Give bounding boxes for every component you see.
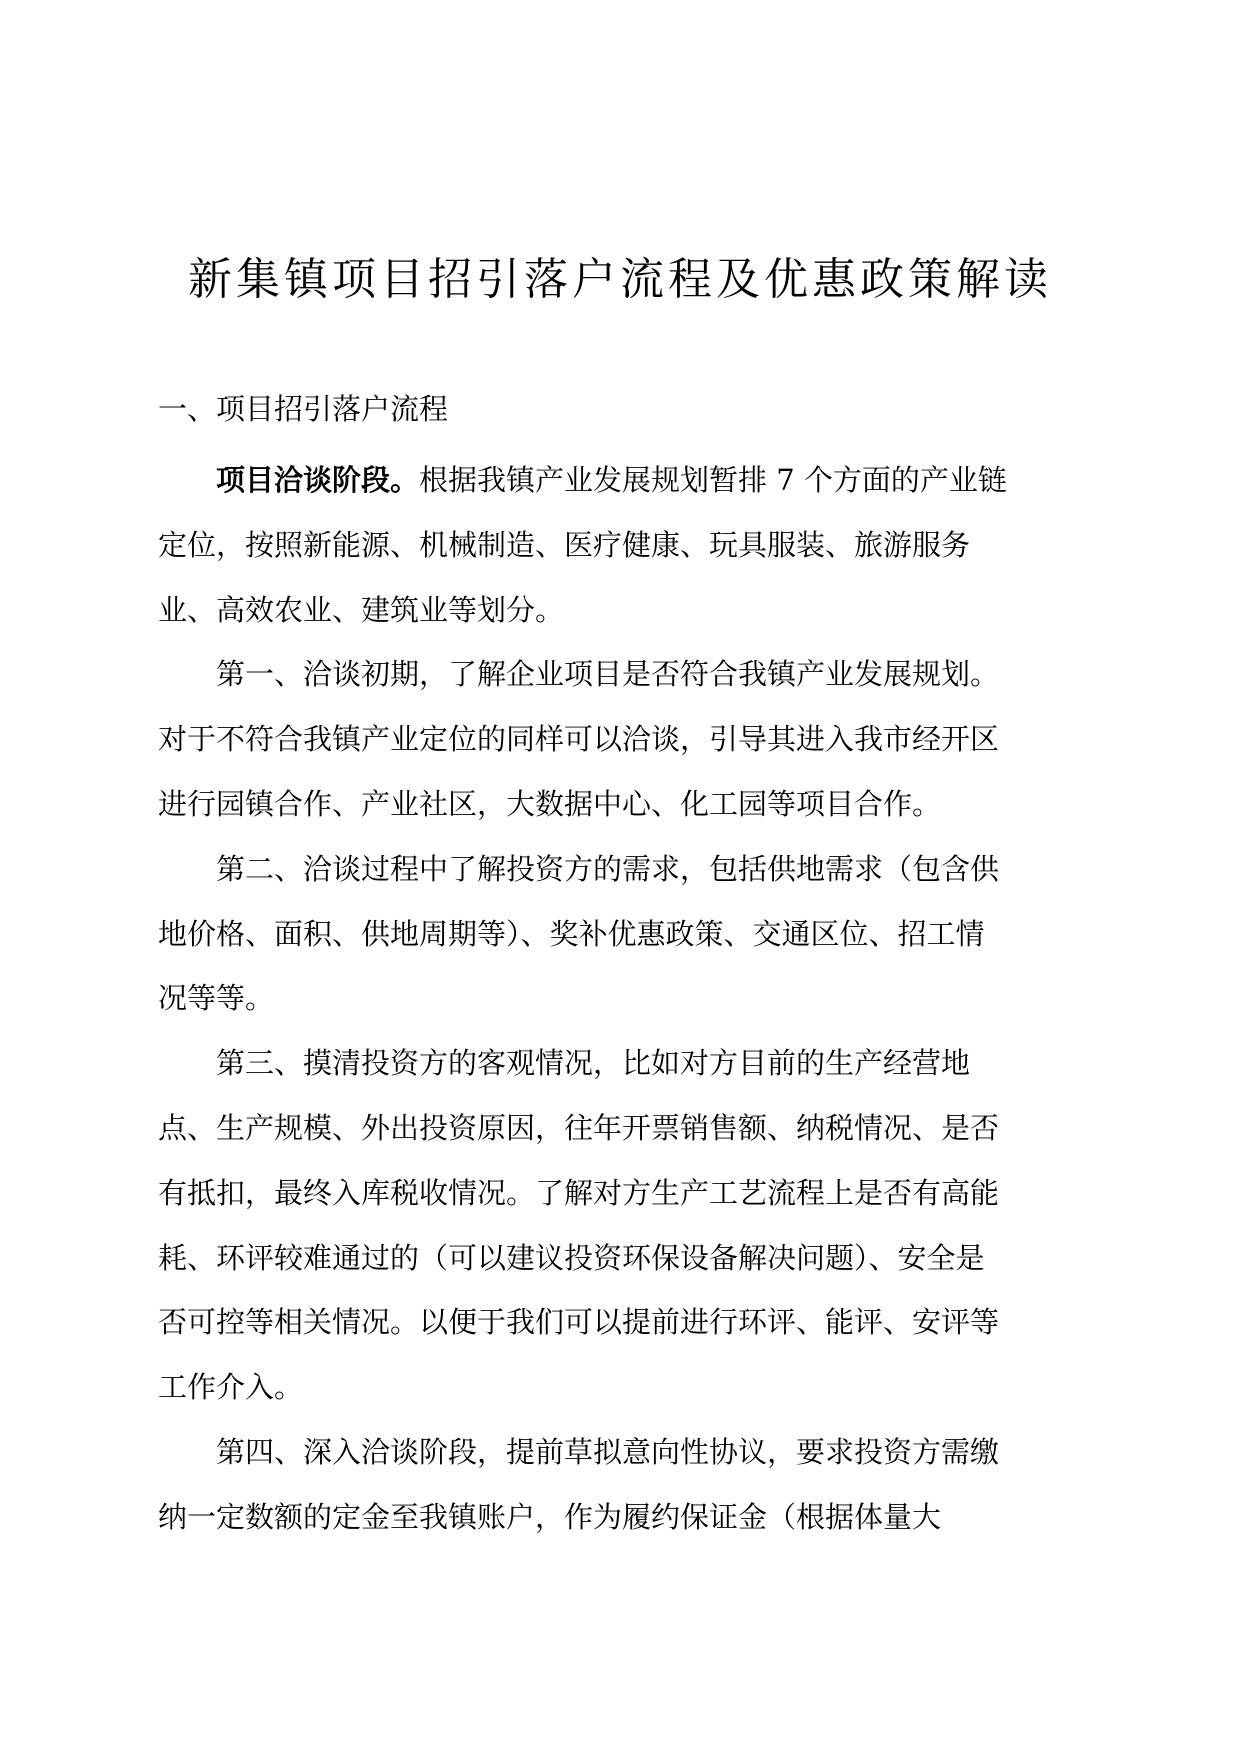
paragraph-line: 有抵扣，最终入库税收情况。了解对方生产工艺流程上是否有高能 — [158, 1175, 1000, 1210]
section-heading: 一、项目招引落户流程 — [158, 392, 449, 426]
paragraph-line: 否可控等相关情况。以便于我们可以提前进行环评、能评、安评等 — [158, 1305, 1000, 1340]
paragraph-project-negotiation — [158, 448, 1078, 642]
paragraph-line: 点、生产规模、外出投资原因，往年开票销售额、纳税情况、是否 — [158, 1110, 1000, 1145]
paragraph-line: 进行园镇合作、产业社区，大数据中心、化工园等项目合作。 — [158, 786, 942, 821]
paragraph-text: 根据我镇产业发展规划暂排 7 个方面的产业链 — [419, 463, 1007, 497]
paragraph-line: 业、高效农业、建筑业等划分。 — [158, 592, 565, 627]
paragraph-line: 第二、洽谈过程中了解投资方的需求，包括供地需求（包含供 — [216, 851, 1000, 886]
paragraph-lead: 项目洽谈阶段。 — [216, 463, 420, 497]
paragraph-line: 第三、摸清投资方的客观情况，比如对方目前的生产经营地 — [216, 1046, 971, 1081]
paragraph-step-three — [158, 1031, 1078, 1420]
paragraph-line: 地价格、面积、供地周期等）、奖补优惠政策、交通区位、招工情 — [158, 916, 985, 951]
paragraph-line: 第四、深入洽谈阶段，提前草拟意向性协议，要求投资方需缴 — [216, 1434, 1000, 1469]
document-body — [158, 448, 1078, 1550]
paragraph-step-two — [158, 837, 1078, 1031]
paragraph-line: 纳一定数额的定金至我镇账户，作为履约保证金（根据体量大 — [158, 1499, 942, 1534]
paragraph-line: 定位，按照新能源、机械制造、医疗健康、玩具服装、旅游服务 — [158, 527, 971, 562]
paragraph-line: 工作介入。 — [158, 1370, 304, 1405]
paragraph-line: 况等等。 — [158, 981, 275, 1016]
paragraph-line — [158, 448, 1078, 513]
document-title: 新集镇项目招引落户流程及优惠政策解读 — [188, 254, 1052, 305]
paragraph-line: 耗、环评较难通过的（可以建议投资环保设备解决问题）、安全是 — [158, 1240, 985, 1275]
paragraph-step-four — [158, 1420, 1078, 1550]
paragraph-line: 第一、洽谈初期，了解企业项目是否符合我镇产业发展规划。 — [216, 657, 1000, 692]
paragraph-line: 对于不符合我镇产业定位的同样可以洽谈，引导其进入我市经开区 — [158, 722, 1000, 757]
paragraph-step-one — [158, 642, 1078, 836]
